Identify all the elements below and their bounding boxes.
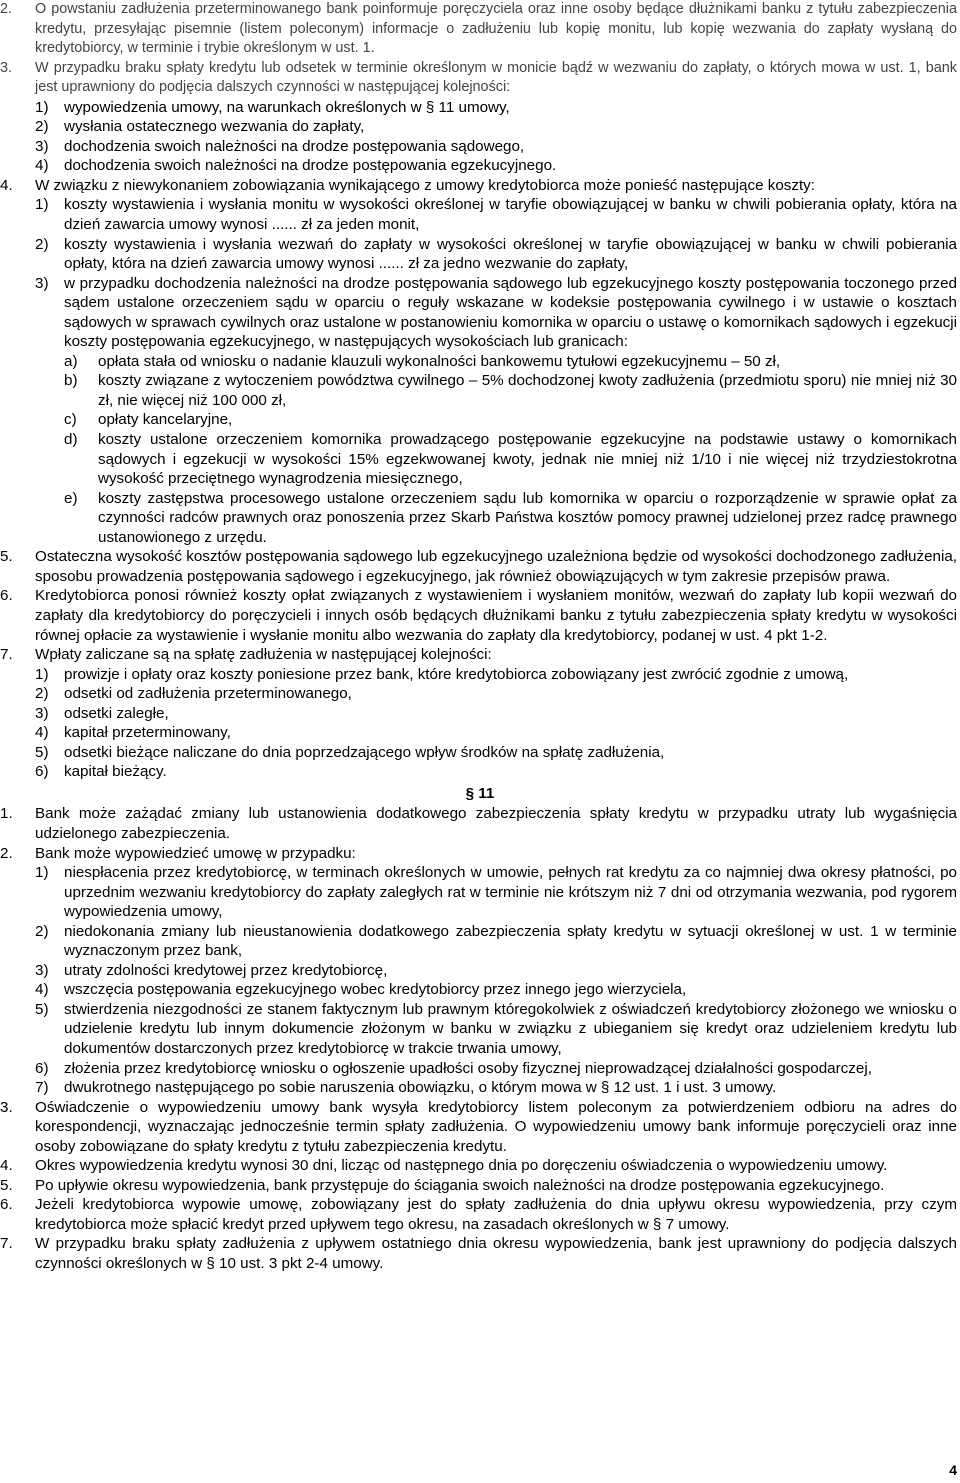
numbered-paragraph	[0, 547, 960, 586]
item-text: złożenia przez kredytobiorcę wniosku o ogłoszenie upadłości osoby fizycznej nieprowadzącej działalności gospodarczej,	[64, 1059, 872, 1077]
item-number: 1)	[35, 665, 49, 683]
item-text: koszty zastępstwa procesowego ustalone orzeczeniem sądu lub komornika w oparciu o rozporządzenie w sprawie opłat za czynności radców prawnych oraz ponoszenia przez Skarb Państwa kosztów pomocy prawnej udzielonej przez radcę prawnego ustanowionego z urzędu.	[98, 489, 957, 546]
item-text: niespłacenia przez kredytobiorcę, w terminach określonych w umowie, pełnych rat kredytu za co najmniej dwa okresy płatności, po uprzednim wezwaniu kredytobiorcy do zapłaty zaległych rat w terminie nie krótszym niż 7 dni od otrzymania wezwania, pod rygorem wypowiedzenia umowy,	[64, 864, 957, 921]
item-number: 3.	[0, 59, 13, 76]
numbered-paragraph	[0, 59, 960, 98]
item-number: 7.	[0, 1235, 13, 1253]
numbered-paragraph	[0, 176, 960, 196]
numbered-paragraph	[0, 0, 960, 59]
item-text: dochodzenia swoich należności na drodze postępowania egzekucyjnego.	[64, 157, 557, 175]
numbered-paragraph	[0, 586, 960, 645]
item-text: wysłania ostatecznego wezwania do zapłaty,	[64, 118, 365, 136]
item-number: 3)	[35, 137, 49, 155]
item-number: 1.	[0, 805, 13, 823]
list-point	[0, 723, 960, 743]
list-point	[0, 743, 960, 763]
item-number: 7)	[35, 1079, 49, 1097]
list-point	[0, 274, 960, 352]
item-text: W przypadku braku spłaty zadłużenia z upływem ostatniego dnia okresu wypowiedzenia, bank jest uprawniony do podjęcia dalszych czynności określonych w § 10 ust. 3 pkt 2-4 umowy.	[35, 1235, 957, 1272]
item-text: niedokonania zmiany lub nieustanowienia dodatkowego zabezpieczenia spłaty kredytu w sytuacji określonej w ust. 1 w terminie wyznaczonym przez bank,	[64, 922, 957, 960]
item-number: d)	[64, 431, 78, 449]
list-point	[0, 195, 960, 234]
item-text: opłata stała od wniosku o nadanie klauzuli wykonalności bankowemu tytułowi egzekucyjnemu – 50 zł,	[98, 352, 781, 370]
item-text: prowizje i opłaty oraz koszty poniesione przez bank, które kredytobiorca zobowiązany jest zwrócić zgodnie z umową,	[64, 665, 849, 683]
item-text: W przypadku braku spłaty kredytu lub odsetek w terminie określonym w monicie bądź w wezwaniu do zapłaty, o których mowa w ust. 1, bank jest uprawniony do podjęcia dalszych czynności w następującej kolejności:	[35, 59, 957, 96]
item-text: odsetki od zadłużenia przeterminowanego,	[64, 685, 352, 703]
item-number: 3)	[35, 274, 49, 292]
item-number: b)	[64, 372, 78, 390]
numbered-paragraph	[0, 844, 960, 864]
item-text: Po upływie okresu wypowiedzenia, bank przystępuje do ściągania swoich należności na drodze postępowania egzekucyjnego.	[35, 1176, 885, 1194]
item-text: wszczęcia postępowania egzekucyjnego wobec kredytobiorcy przez innego jego wierzyciela,	[64, 981, 687, 999]
item-text: odsetki zaległe,	[64, 704, 169, 722]
item-text: stwierdzenia niezgodności ze stanem faktycznym lub prawnym któregokolwiek z oświadczeń kredytobiorcy złożonego we wniosku o udzielenie kredytu lub innym dokumencie złożonym w banku w związku z ubieganiem się kredyt oraz udzieleniem kredytu lub dokumentów dostarczonych przez kredytobiorcę w trakcie trwania umowy,	[64, 1000, 957, 1057]
section-heading-11: § 11	[465, 784, 495, 802]
item-text: opłaty kancelaryjne,	[98, 411, 233, 429]
item-number: 4)	[35, 981, 49, 999]
item-number: 5)	[35, 743, 49, 761]
item-text: Bank może wypowiedzieć umowę w przypadku:	[35, 844, 356, 862]
item-number: 2)	[35, 922, 49, 940]
list-subpoint	[0, 410, 960, 430]
item-number: 2)	[35, 118, 49, 136]
item-number: 7.	[0, 646, 13, 664]
numbered-paragraph	[0, 1098, 960, 1157]
item-number: 2.	[0, 1, 13, 17]
item-number: 6)	[35, 763, 49, 781]
list-point	[0, 1078, 960, 1098]
list-subpoint	[0, 489, 960, 548]
item-text: koszty ustalone orzeczeniem komornika prowadzącego postępowanie egzekucyjne na podstawie ustawy o komornikach sądowych i egzekucji w wysokości 15% egzekwowanej kwoty, jednak nie mniej niż 1/10 i nie więcej niż trzydziestokrotna wysokość przeciętnego wynagrodzenia miesięcznego,	[98, 431, 957, 488]
item-number: 2)	[35, 685, 49, 703]
item-number: 5.	[0, 548, 13, 566]
page-number: 4	[949, 1462, 957, 1479]
item-text: Kredytobiorca ponosi również koszty opłat związanych z wystawieniem i wysłaniem monitów, wezwań do zapłaty lub kopii wezwań do zapłaty dla kredytobiorcy do poręczycieli i innych osób będących dłużnikami banku z tytułu zabezpieczenia spłaty kredytu w wysokości równej opłacie za wystawienie i wysłanie monitu albo wezwania do zapłaty dla kredytobiorcy, podanej w ust. 4 pkt 1-2.	[35, 587, 957, 644]
item-text: odsetki bieżące naliczane do dnia poprzedzającego wpływ środków na spłatę zadłużenia,	[64, 743, 665, 761]
list-point	[0, 156, 960, 176]
list-point	[0, 1000, 960, 1059]
list-point	[0, 961, 960, 981]
item-text: Oświadczenie o wypowiedzeniu umowy bank wysyła kredytobiorcy listem poleconym za potwierdzeniem odbioru na adres do korespondencji, wyznaczając jednocześnie termin spłaty zadłużenia. O wypowiedzeniu umowy bank informuje poręczycieli oraz inne osoby zobowiązane do spłaty kredytu z tytułu zabezpieczenia kredytu.	[35, 1098, 957, 1155]
list-point	[0, 137, 960, 157]
list-point	[0, 684, 960, 704]
item-text: koszty związane z wytoczeniem powództwa cywilnego – 5% dochodzonej kwoty zadłużenia (przedmiotu sporu) nie mniej niż 30 zł, nie więcej niż 100 000 zł,	[98, 372, 957, 409]
item-number: c)	[64, 411, 77, 429]
list-point	[0, 863, 960, 922]
numbered-paragraph	[0, 804, 960, 843]
item-text: w przypadku dochodzenia należności na drodze postępowania sądowego lub egzekucyjnego koszty postępowania toczonego przed sądem ustalone orzeczeniem sądu w oparciu o reguły wskazane w kodeksie postępowania cywilnego i w ustawie o kosztach sądowych w sprawach cywilnych oraz ustalone w postanowieniu komornika w oparciu o ustawę o komornikach sądowych i egzekucji koszty postępowania egzekucyjnego, w następujących wysokościach lub granicach:	[64, 274, 957, 351]
list-point	[0, 665, 960, 685]
item-number: 5)	[35, 1000, 49, 1018]
item-text: W związku z niewykonaniem zobowiązania wynikającego z umowy kredytobiorca może ponieść następujące koszty:	[35, 176, 815, 194]
numbered-paragraph	[0, 1234, 960, 1273]
item-number: 5.	[0, 1176, 13, 1194]
list-point	[0, 117, 960, 137]
item-number: 3)	[35, 704, 49, 722]
item-text: Ostateczna wysokość kosztów postępowania sądowego lub egzekucyjnego uzależniona będzie od wysokości dochodzonego zadłużenia, sposobu prowadzenia postępowania sądowego i egzekucyjnego, jak również obowiązujących w tym zakresie przepisów prawa.	[35, 548, 957, 585]
numbered-paragraph	[0, 1195, 960, 1234]
item-number: 2.	[0, 844, 13, 862]
item-text: dwukrotnego następującego po sobie naruszenia obowiązku, o którym mowa w § 12 ust. 1 i ust. 3 umowy.	[64, 1079, 777, 1097]
list-point	[0, 980, 960, 1000]
item-number: e)	[64, 489, 78, 507]
list-point	[0, 922, 960, 961]
item-number: 1)	[35, 98, 49, 116]
item-number: 6)	[35, 1059, 49, 1077]
item-number: 1)	[35, 864, 49, 882]
item-number: 4.	[0, 176, 13, 194]
item-number: 4.	[0, 1157, 13, 1175]
list-point	[0, 98, 960, 118]
item-text: kapitał przeterminowany,	[64, 724, 231, 742]
numbered-paragraph	[0, 1156, 960, 1176]
item-text: koszty wystawienia i wysłania monitu w wysokości określonej w taryfie obowiązującej w banku w chwili pobierania opłaty, która na dzień zawarcia umowy wynosi ...... zł za jeden monit,	[64, 196, 957, 234]
item-number: 6.	[0, 1196, 13, 1214]
item-text: O powstaniu zadłużenia przeterminowanego bank poinformuje poręczyciela oraz inne osoby będące dłużnikami banku z tytułu zabezpieczenia kredytu, przesyłając pisemnie (listem poleconym) informacje o zadłużeniu lub kopię monitu, lub kopię wezwania do zapłaty wysłaną do kredytobiorcy, w terminie i trybie określonym w ust. 1.	[35, 1, 957, 57]
numbered-paragraph	[0, 645, 960, 665]
item-text: Bank może zażądać zmiany lub ustanowienia dodatkowego zabezpieczenia spłaty kredytu w przypadku utraty lub wygaśnięcia udzielonego zabezpieczenia.	[35, 805, 957, 842]
list-point	[0, 704, 960, 724]
section-11	[0, 804, 960, 1273]
list-point	[0, 1059, 960, 1079]
item-text: Jeżeli kredytobiorca wypowie umowę, zobowiązany jest do spłaty zadłużenia do dnia upływu okresu wypowiedzenia, przy czym kredytobiorca może spłacić kredyt przed upływem tego okresu, na zasadach określonych w § 7 umowy.	[35, 1196, 957, 1233]
item-text: kapitał bieżący.	[64, 763, 167, 781]
item-number: 6.	[0, 587, 13, 605]
item-number: 4)	[35, 157, 49, 175]
item-text: dochodzenia swoich należności na drodze postępowania sądowego,	[64, 137, 525, 155]
list-subpoint	[0, 371, 960, 410]
item-text: koszty wystawienia i wysłania wezwań do zapłaty w wysokości określonej w taryfie obowiązującej w banku w chwili pobierania opłaty, która na dzień zawarcia umowy wynosi ...... zł za jedno wezwanie do zapłaty,	[64, 235, 957, 273]
list-subpoint	[0, 352, 960, 372]
numbered-paragraph	[0, 1176, 960, 1196]
item-text: Okres wypowiedzenia kredytu wynosi 30 dni, licząc od następnego dnia po doręczeniu oświadczenia o wypowiedzeniu umowy.	[35, 1157, 888, 1175]
list-subpoint	[0, 430, 960, 489]
item-text: wypowiedzenia umowy, na warunkach określonych w § 11 umowy,	[64, 98, 510, 116]
item-number: 2)	[35, 235, 49, 253]
item-number: a)	[64, 352, 78, 370]
list-point	[0, 762, 960, 782]
item-text: Wpłaty zaliczane są na spłatę zadłużenia w następującej kolejności:	[35, 646, 492, 664]
item-number: 3.	[0, 1098, 13, 1116]
item-text: utraty zdolności kredytowej przez kredytobiorcę,	[64, 961, 388, 979]
item-number: 3)	[35, 961, 49, 979]
item-number: 1)	[35, 196, 49, 214]
list-point	[0, 235, 960, 274]
item-number: 4)	[35, 724, 49, 742]
